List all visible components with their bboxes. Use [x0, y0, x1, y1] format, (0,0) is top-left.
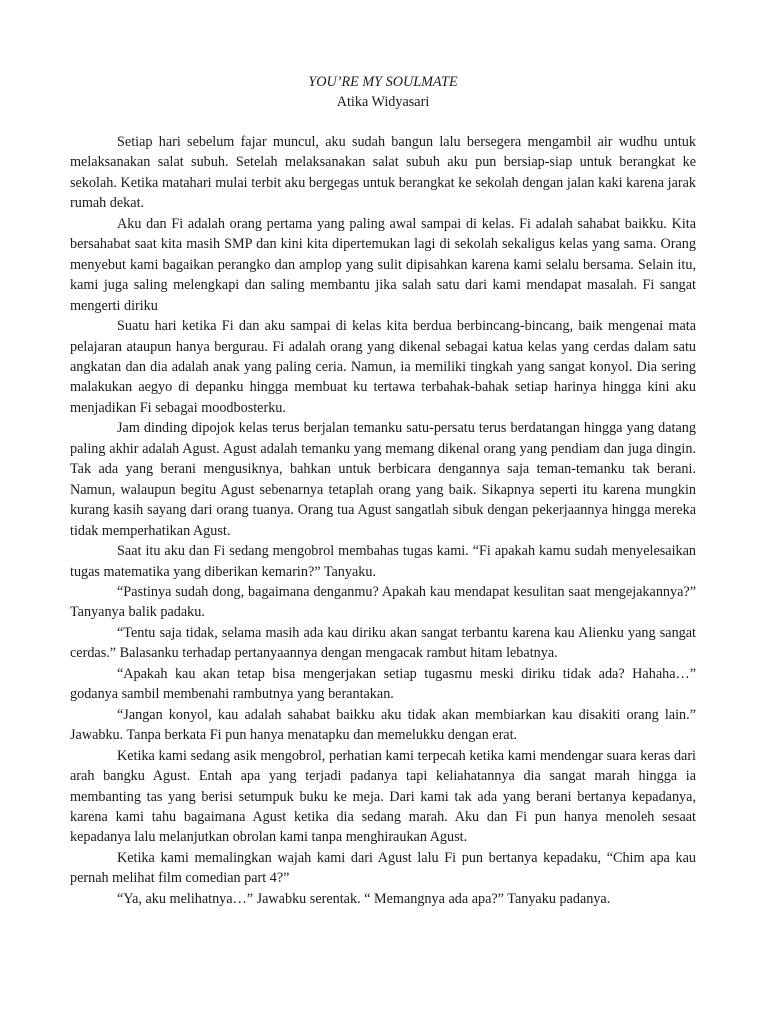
paragraph-3: Suatu hari ketika Fi dan aku sampai di kelas kita berdua berbincang-bincang, baik mengenai mata pelajaran ataupun hanya bergurau. Fi adalah orang yang dikenal sebagai katua kelas yang cerdas dalam satu angkatan dan dia adalah anak yang paling ceria. Namun, ia memiliki tingkah yang sangat konyol. Dia sering malakukan aegyo di depanku hingga membuat ku tertawa terbahak-bahak setiap harinya hingga kini aku menjadikan Fi sebagai moodbosterku.: [70, 318, 696, 416]
story-title: YOU’RE MY SOULMATE: [308, 74, 458, 90]
paragraph-12: “Ya, aku melihatnya…” Jawabku serentak. “ Memangnya ada apa?” Tanyaku padanya.: [117, 890, 611, 907]
paragraph-1: Setiap hari sebelum fajar muncul, aku sudah bangun lalu bersegera mengambil air wudhu untuk melaksanakan salat subuh. Setelah melaksanakan salat subuh aku pun bersiap-siap untuk berangkat ke sekolah. Ketika matahari mulai terbit aku bergegas untuk berangkat ke sekolah dengan jalan kaki karena jarak rumah dekat.: [70, 134, 696, 212]
paragraph-8: “Apakah kau akan tetap bisa mengerjakan setiap tugasmu meski diriku tidak ada? Hahaha…” godanya sambil membenahi rambutnya yang berantakan.: [70, 665, 696, 703]
paragraph-7: “Tentu saja tidak, selama masih ada kau diriku akan sangat terbantu karena kau Alienku yang sangat cerdas.” Balasanku terhadap pertanyaannya dengan mengacak rambut hitam lebatnya.: [70, 624, 696, 662]
story-author: Atika Widyasari: [336, 94, 430, 110]
paragraph-11: Ketika kami memalingkan wajah kami dari Agust lalu Fi pun bertanya kepadaku, “Chim apa kau pernah melihat film comedian part 4?”: [70, 849, 696, 887]
paragraph-9: “Jangan konyol, kau adalah sahabat baikku aku tidak akan membiarkan kau disakiti orang lain.” Jawabku. Tanpa berkata Fi pun hanya menatapku dan memelukku dengan erat.: [70, 706, 696, 744]
paragraph-6: “Pastinya sudah dong, bagaimana denganmu? Apakah kau mendapat kesulitan saat mengejakannya?” Tanyanya balik padaku.: [70, 583, 696, 621]
paragraph-4: Jam dinding dipojok kelas terus berjalan temanku satu-persatu terus berdatangan hingga yang datang paling akhir adalah Agust. Agust adalah temanku yang memang dikenal orang yang pendiam dan juga dingin. Tak ada yang berani mengusiknya, bahkan untuk berbicara dengannya saja teman-temanku tak berani. Namun, walaupun begitu Agust sebenarnya tetaplah orang yang baik. Sikapnya seperti itu karena mungkin kurang kasih sayang dari orang tuanya. Orang tua Agust sangatlah sibuk dengan pekerjaannya hingga mereka tidak memperhatikan Agust.: [70, 420, 696, 539]
paragraph-2: Aku dan Fi adalah orang pertama yang paling awal sampai di kelas. Fi adalah sahabat baikku. Kita bersahabat saat kita masih SMP dan kini kita dipertemukan lagi di sekolah sekaligus kelas yang sama. Orang menyebut kami bagaikan perangko dan amplop yang sulit dipisahkan karena kami selalu bersama. Selain itu, kami juga saling melengkapi dan saling membantu jika salah satu dari kami mendapat masalah. Fi sangat mengerti diriku: [70, 215, 696, 314]
paragraph-10: Ketika kami sedang asik mengobrol, perhatian kami terpecah ketika kami mendengar suara keras dari arah bangku Agust. Entah apa yang terjadi padanya tapi keliahatannya dia sangat marah hingga ia membanting tas yang berisi setumpuk buku ke meja. Dari kami tak ada yang berani bertanya kepadanya, karena kami tahu bagaimana Agust ketika dia sedang marah. Aku dan Fi pun hanya menoleh sesaat kepadanya lalu melanjutkan obrolan kami tanpa menghiraukan Agust.: [70, 747, 696, 846]
document-content: [70, 72, 696, 909]
story-body: [70, 132, 696, 909]
paragraph-5: Saat itu aku dan Fi sedang mengobrol membahas tugas kami. “Fi apakah kamu sudah menyelesaikan tugas matematika yang diberikan kemarin?” Tanyaku.: [70, 543, 696, 580]
